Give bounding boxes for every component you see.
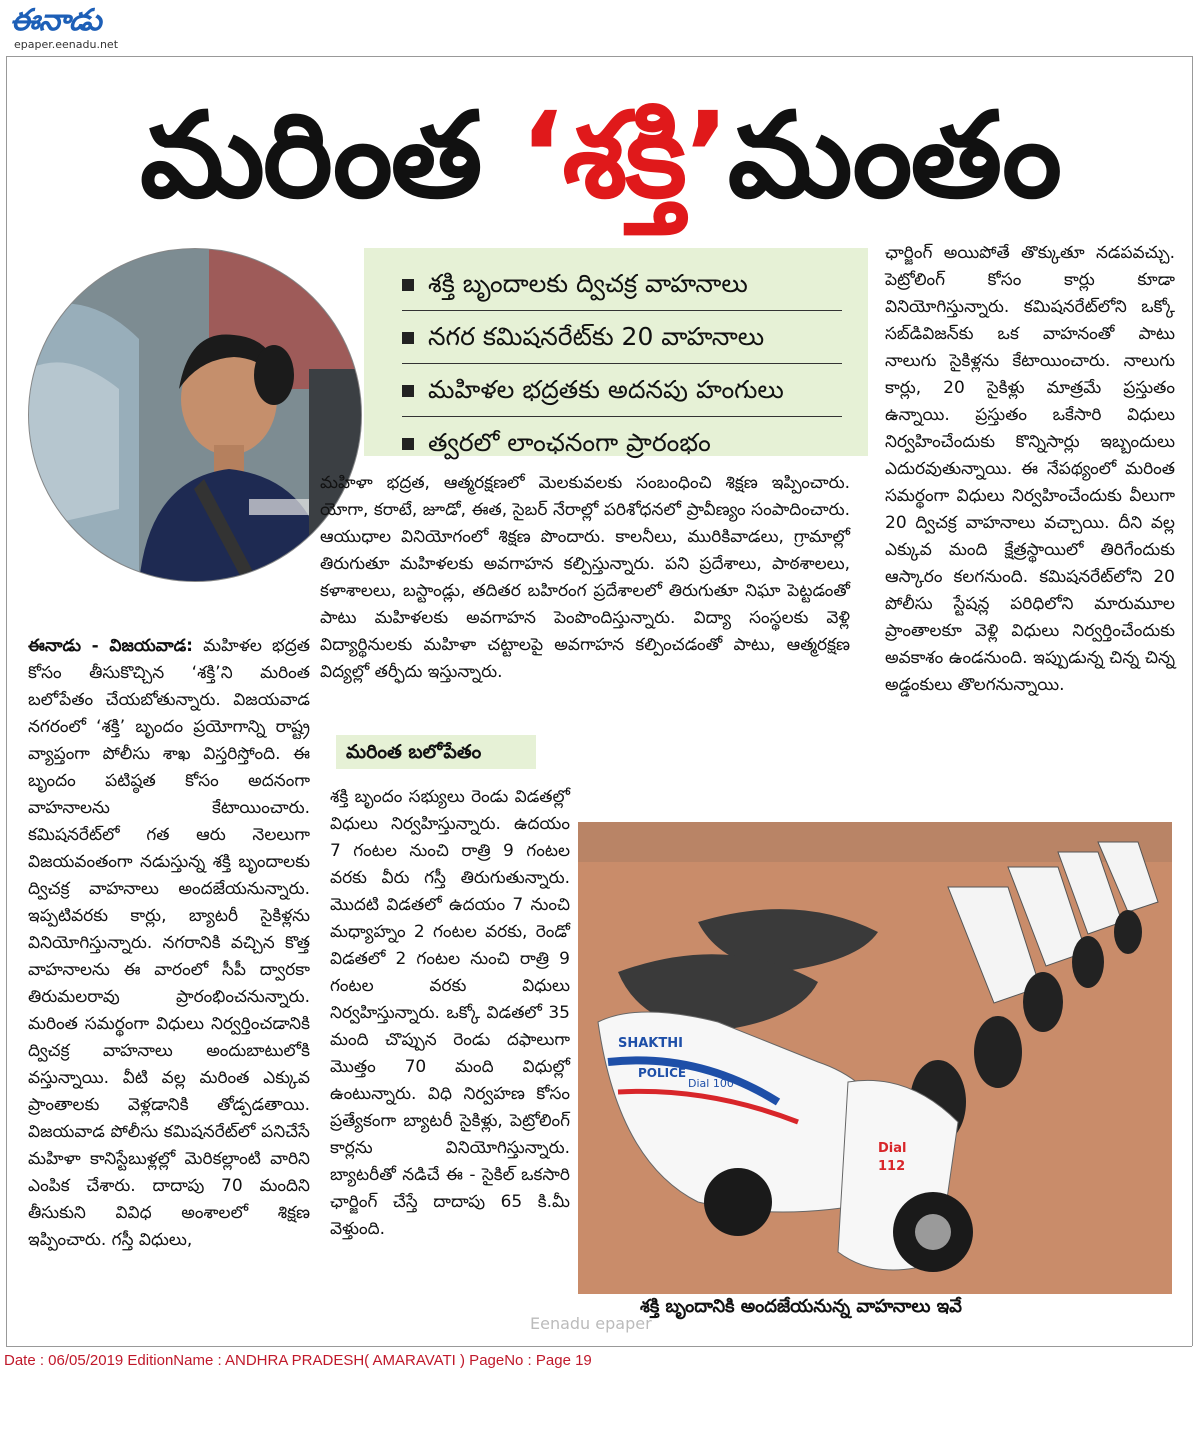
scooter-dial-number-decal: 112: [878, 1159, 906, 1174]
logo-url: epaper.eenadu.net: [14, 38, 119, 51]
highlight-item: [402, 417, 842, 469]
highlight-text: మహిళల భద్రతకు అదనపు హంగులు: [428, 375, 784, 404]
square-bullet-icon: [402, 279, 414, 291]
highlights-box: [364, 248, 868, 456]
scooter-police-decal: POLICE: [638, 1066, 687, 1080]
edition-footer: Date : 06/05/2019 EditionName : ANDHRA PRADESH( AMARAVATI ) PageNo : Page 19: [4, 1352, 592, 1369]
scooters-photo: [578, 822, 1172, 1294]
article-column-middle: శక్తి బృందం సభ్యులు రెండు విడతల్లో విధులు నిర్వహిస్తున్నారు. ఉదయం 7 గంటల నుంచి రాత్రి 9 గంటల వరకు వీరు గస్తీ తిరుగుతున్నారు. మొదటి విడతలో ఉదయం 7 నుంచి మధ్యాహ్నం 2 గంటల వరకు, రెండో విడతలో 2 గంటల నుంచి రాత్రి 9 గంటల వరకు విధులు నిర్వహిస్తున్నారు. ఒక్కో విడతలో 35 మంది చొప్పున రెండు దఫాలుగా మొత్తం 70 మంది విధుల్లో ఉంటున్నారు. విధి నిర్వహణ కోసం ప్రత్యేకంగా బ్యాటరీ సైకిళ్లు, పెట్రోలింగ్ కార్లను వినియోగిస్తున్నారు. బ్యాటరీతో నడిచే ఈ - సైకిల్ ఒకసారి ఛార్జింగ్ చేస్తే దాదాపు 65 కి.మీ వెళ్తుంది.: [330, 787, 570, 1239]
highlight-item: [402, 311, 842, 364]
square-bullet-icon: [402, 332, 414, 344]
newspaper-logo[interactable]: [10, 4, 140, 38]
headline-part-2: మంతం: [727, 86, 1060, 224]
square-bullet-icon: [402, 438, 414, 450]
page-headline: [20, 80, 1180, 230]
highlight-item: [402, 364, 842, 417]
headline-accent: ‘శక్తి’: [519, 86, 728, 224]
headline-part-1: మరింత: [140, 86, 520, 224]
byline: ఈనాడు - విజయవాడ:: [28, 636, 193, 656]
top-divider: [6, 56, 1192, 57]
subheading: [336, 735, 536, 769]
article-column-left: [28, 633, 310, 1254]
article-column-right: ఛార్జింగ్ అయిపోతే తొక్కుతూ నడపవచ్చు. పెట్రోలింగ్ కోసం కార్లు కూడా వినియోగిస్తున్నారు. కమిషనరేట్‌లోని ఒక్కో సబ్‌డివిజన్‌కు ఒక వాహనంతో పాటు నాలుగు సైకిళ్లను కేటాయించారు. నాలుగు కార్లు, 20 సైకిళ్లు మాత్రమే ప్రస్తుతం ఉన్నాయి. ప్రస్తుతం ఒకేసారి విధులు నిర్వహించేందుకు కొన్నిసార్లు ఇబ్బందులు ఎదురవుతున్నాయి. ఈ నేపథ్యంలో మరింత సమర్థంగా విధులు నిర్వహించేందుకు వీలుగా 20 ద్విచక్ర వాహనాలు వచ్చాయి. దీని వల్ల ఎక్కువ మంది క్షేత్రస్థాయిలో తిరిగేందుకు ఆస్కారం కలగనుంది. కమిషనరేట్‌లోని 20 పోలీసు స్టేషన్ల పరిధిలోని మారుమూల ప్రాంతాలకూ వెళ్లి విధులు నిర్వర్తించేందుకు అవకాశం ఉండనుంది. ఇప్పుడున్న చిన్న చిన్న అడ్డంకులు తొలగనున్నాయి.: [885, 243, 1175, 695]
scooter-dial-decal: Dial 100: [688, 1077, 734, 1090]
left-border: [6, 56, 7, 1346]
highlight-text: శక్తి బృందాలకు ద్విచక్ర వాహనాలు: [428, 269, 748, 298]
logo-text: ఈనాడు: [10, 3, 101, 38]
article-intro: మహిళా భద్రత, ఆత్మరక్షణలో మెలకువలకు సంబంధించి శిక్షణ ఇప్పించారు. యోగా, కరాటే, జూడో, ఈత, సైబర్ నేరాల్లో పరిశోధనలో ప్రావీణ్యం సంపాదించారు. ఆయుధాల వినియోగంలో శిక్షణ పొందారు. కాలనీలు, మురికివాడలు, గ్రామాల్లో తిరుగుతూ మహిళలకు అవగాహన కల్పిస్తున్నారు. పని ప్రదేశాలు, పాఠశాలలు, కళాశాలలు, బస్టాండ్లు, తదితర బహిరంగ ప్రదేశాలలో తిరుగుతూ నిఘా పెట్టడంతో పాటు మహిళలకు అవగాహన పెంపొందిస్తున్నారు. విద్యా సంస్థలకు వెళ్లి విద్యార్థినులకు మహిళా చట్టాలపై అవగాహన కల్పించడంతో పాటు, ఆత్మరక్షణ విద్యల్లో తర్ఫీదు ఇస్తున్నారు.: [320, 473, 850, 682]
square-bullet-icon: [402, 385, 414, 397]
column-left-text: మహిళల భద్రత కోసం తీసుకొచ్చిన ‘శక్తి’ని మరింత బలోపేతం చేయబోతున్నారు. విజయవాడ నగరంలో ‘శక్తి’ బృందం ప్రయోగాన్ని రాష్ట్ర వ్యాప్తంగా పోలీసు శాఖ విస్తరిస్తోంది. ఈ బృందం పటిష్ఠత కోసం అదనంగా వాహనాలను కేటాయించారు. కమిషనరేట్‌లో గత ఆరు నెలలుగా విజయవంతంగా నడుస్తున్న శక్తి బృందాలకు ద్విచక్ర వాహనాలు అందజేయనున్నారు. ఇప్పటివరకు కార్లు, బ్యాటరీ సైకిళ్లను వినియోగిస్తున్నారు. నగరానికి వచ్చిన కొత్త వాహనాలను ఈ వారంలో సీపీ ద్వారకా తిరుమలరావు ప్రారంభించనున్నారు. మరింత సమర్థంగా విధులు నిర్వర్తించడానికి ద్విచక్ర వాహనాలు అందుబాటులోకి వస్తున్నాయి. వీటి వల్ల మరింత ఎక్కువ ప్రాంతాలకు వెళ్లడానికి తోడ్పడతాయి. విజయవాడ పోలీసు కమిషనరేట్‌లో పనిచేసే మహిళా కానిస్టేబుళ్లల్లో మెరికల్లాంటి వారిని ఎంపిక చేశారు. దాదాపు 70 మందిని తీసుకుని వివిధ అంశాలలో శిక్షణ ఇప్పించారు. గస్తీ విధులు,: [28, 636, 310, 1250]
photo-caption: శక్తి బృందానికి అందజేయనున్న వాహనాలు ఇవే: [640, 1296, 962, 1317]
highlight-item: [402, 258, 842, 311]
policewoman-illustration: [29, 249, 362, 582]
right-border: [1192, 56, 1193, 1346]
scooters-illustration: [578, 822, 1172, 1294]
subheading-text: మరింత బలోపేతం: [346, 741, 482, 763]
scooter-dial-big-decal: Dial: [878, 1141, 907, 1156]
highlight-text: త్వరలో లాంఛనంగా ప్రారంభం: [428, 428, 711, 457]
policewoman-photo: [28, 248, 362, 582]
highlight-text: నగర కమిషనరేట్‌కు 20 వాహనాలు: [428, 322, 765, 351]
scooter-brand-decal: SHAKTHI: [618, 1036, 683, 1051]
watermark: Eenadu epaper: [530, 1314, 652, 1333]
bottom-divider: [6, 1346, 1192, 1347]
